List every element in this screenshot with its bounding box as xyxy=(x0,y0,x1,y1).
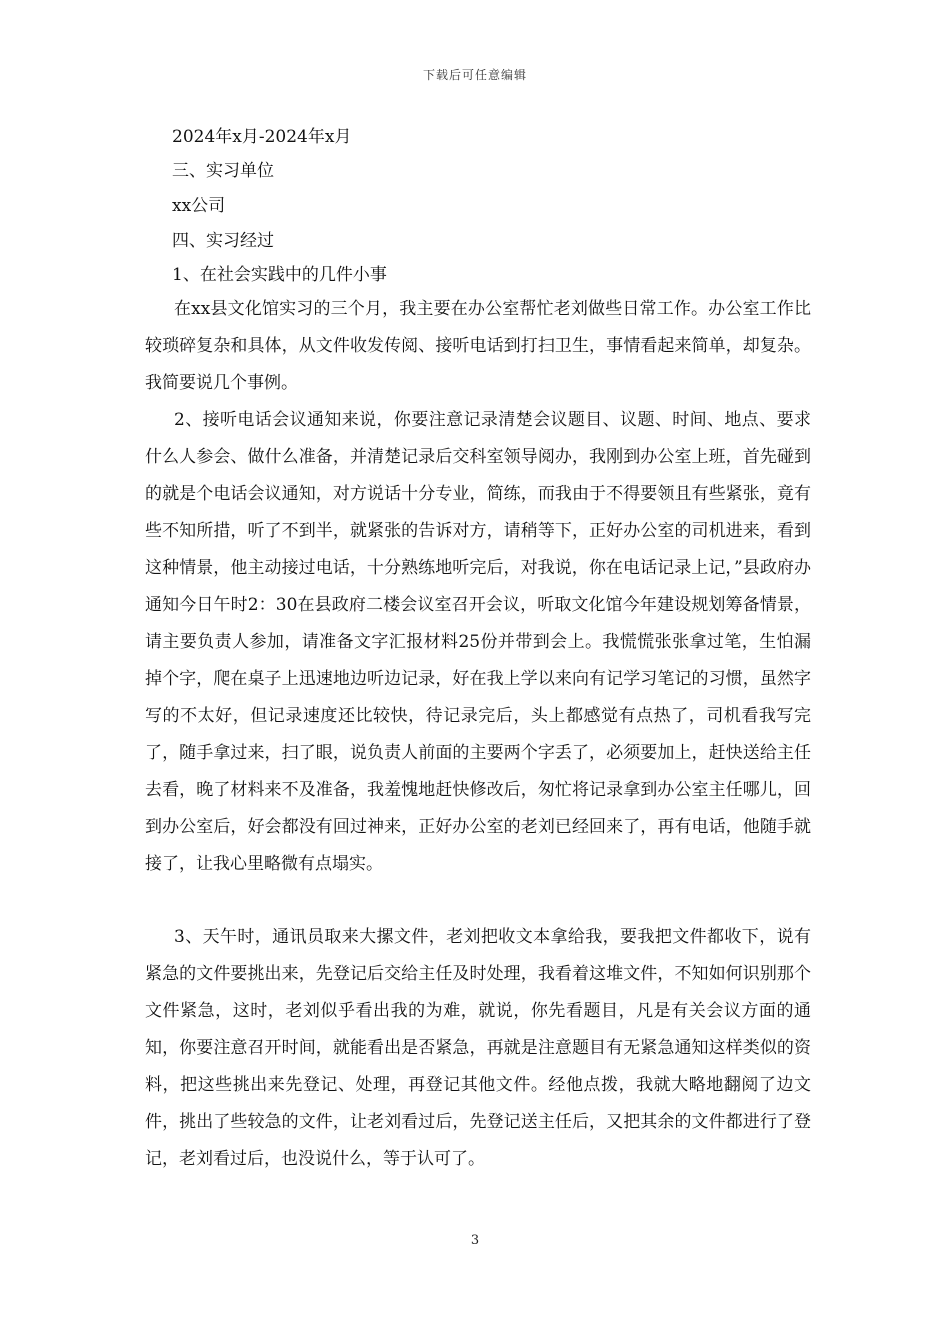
paragraph-documents: 3、天午时，通讯员取来大摞文件，老刘把收文本拿给我，要我把文件都收下，说有紧急的文件要挑出来，先登记后交给主任及时处理，我看着这堆文件，不知如何识别那个文件紧急，这时，老刘似乎看出我的为难，就说，你先看题目，凡是有关会议方面的通知，你要注意召开时间，就能看出是否紧急，再就是注意题目有无紧急通知这样类似的资料，把这些挑出来先登记、处理，再登记其他文件。经他点拨，我就大略地翻阅了边文件，挑出了些较急的文件，让老刘看过后，先登记送主任后，又把其余的文件都进行了登记，老刘看过后，也没说什么，等于认可了。 xyxy=(145,927,811,1169)
company-name: xx公司 xyxy=(172,196,226,216)
paragraph-phone-meeting: 2、接听电话会议通知来说，你要注意记录清楚会议题目、议题、时间、地点、要求什么人参会、做什么准备，并清楚记录后交科室领导阅办，我刚到办公室上班，首先碰到的就是个电话会议通知，对方说话十分专业，简练，而我由于不得要领且有些紧张，竟有些不知所措，听了不到半，就紧张的告诉对方，请稍等下，正好办公室的司机进来，看到这种情景，他主动接过电话，十分熟练地听完后，对我说，你在电话记录上记，”县政府办通知今日午时2：30在县政府二楼会议室召开会议，听取文化馆今年建设规划筹备情景，请主要负责人参加，请准备文字汇报材料25份并带到会上。我慌慌张张拿过笔，生怕漏掉个字，爬在桌子上迅速地边听边记录，好在我上学以来向有记学习笔记的习惯，虽然字写的不太好，但记录速度还比较快，待记录完后，头上都感觉有点热了，司机看我写完了，随手拿过来，扫了眼，说负责人前面的主要两个字丢了，必须要加上，赶快送给主任去看，晚了材料来不及准备，我羞愧地赶快修改后，匆忙将记录拿到办公室主任哪儿，回到办公室后，好会都没有回过神来，正好办公室的老刘已经回来了，再有电话，他随手就接了，让我心里略微有点塌实。 xyxy=(145,410,811,874)
section-title-internship-unit: 三、实习单位 xyxy=(172,161,274,181)
section-title-internship-process: 四、实习经过 xyxy=(172,231,274,251)
page-header: 下载后可任意编辑 xyxy=(422,68,527,82)
item-title-small-events: 1、在社会实践中的几件小事 xyxy=(172,265,387,285)
page-number: 3 xyxy=(470,1233,480,1248)
paragraph-intro: 在xx县文化馆实习的三个月，我主要在办公室帮忙老刘做些日常工作。办公室工作比较琐碎复杂和具体，从文件收发传阅、接听电话到打扫卫生，事情看起来简单，却复杂。我简要说几个事例。 xyxy=(145,299,811,393)
internship-period: 2024年x月-2024年x月 xyxy=(172,127,352,147)
